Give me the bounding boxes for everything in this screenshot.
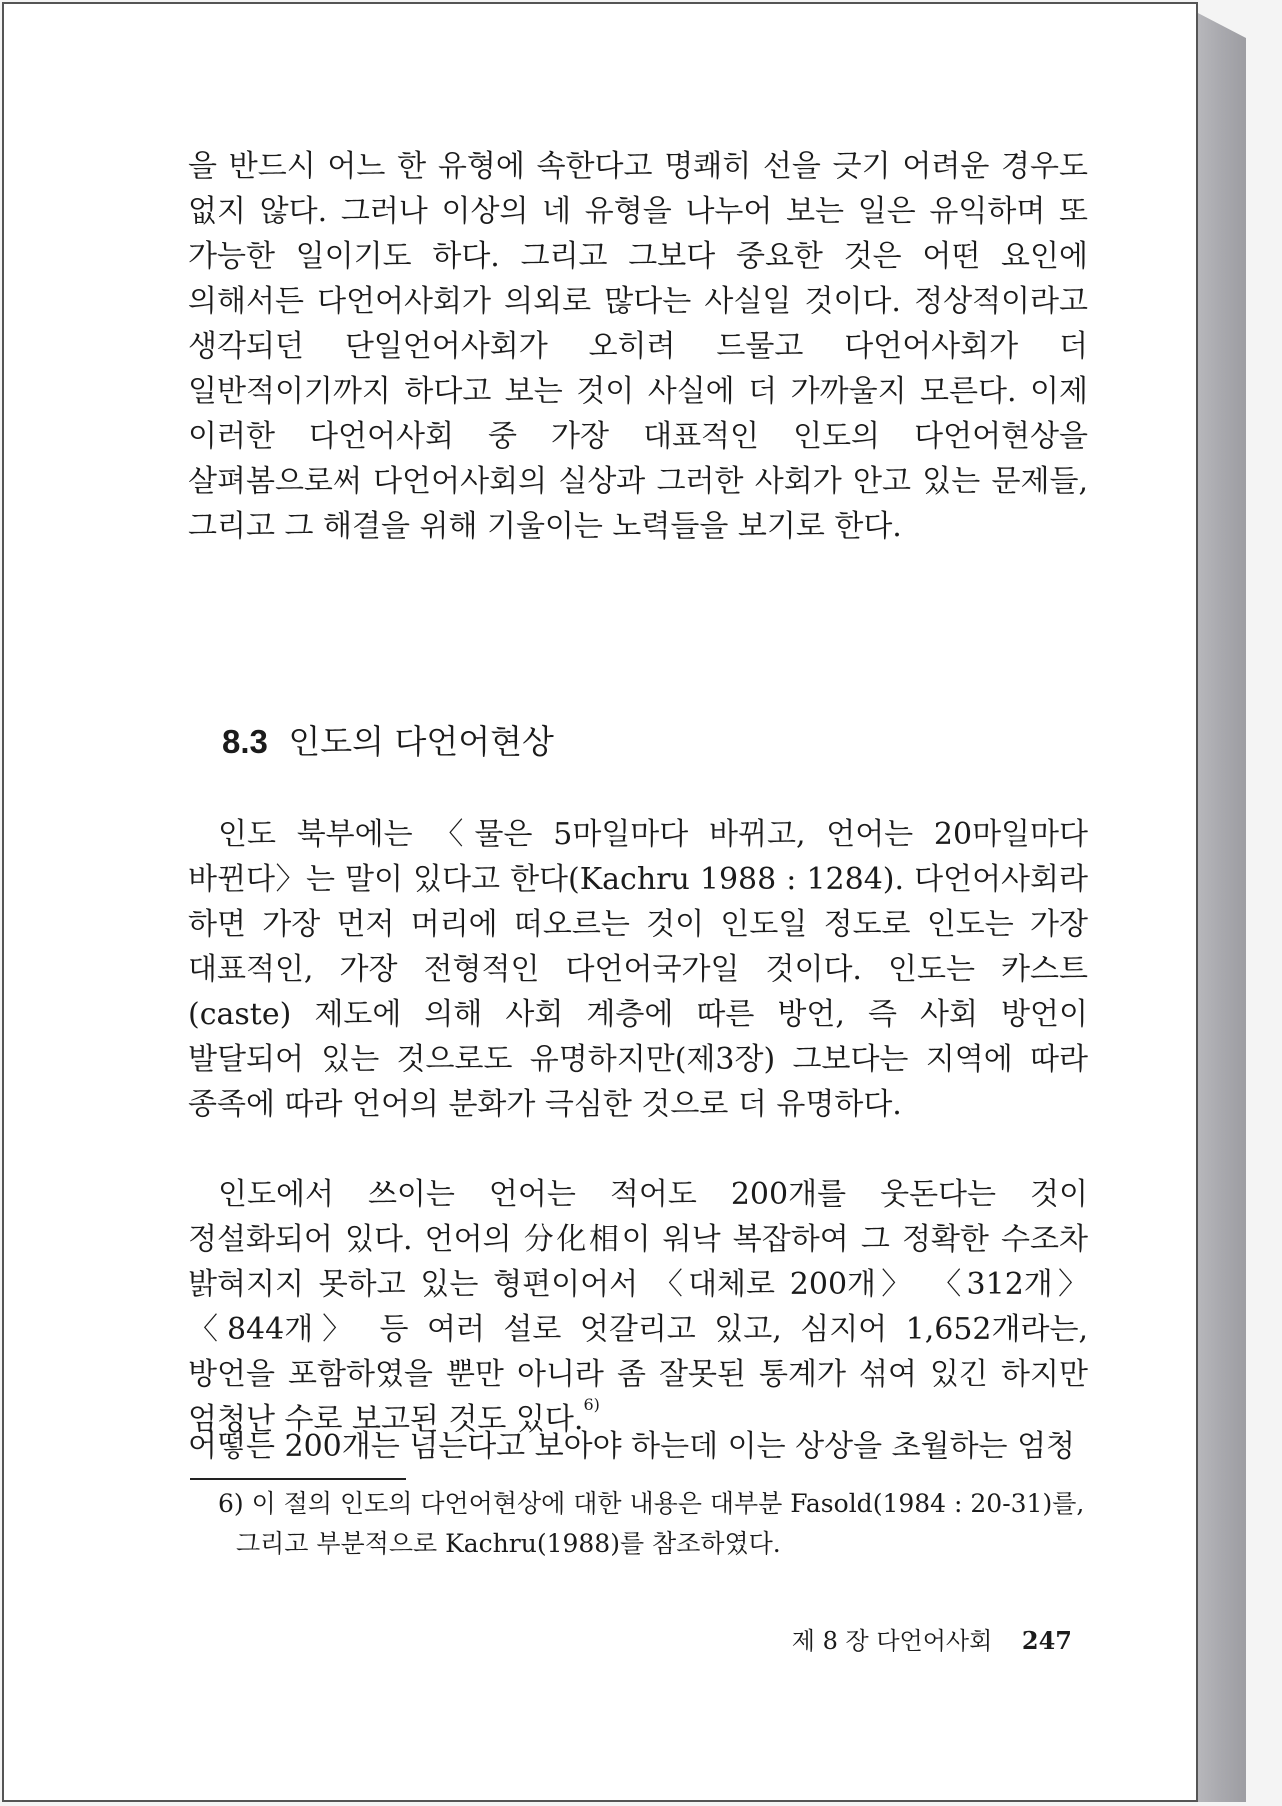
section-heading <box>222 716 554 763</box>
footer-chapter: 제 8 장 <box>791 1627 869 1655</box>
paragraph-2 <box>188 1172 1088 1442</box>
book-page <box>2 2 1198 1802</box>
paragraph-2-text: 인도에서 쓰이는 언어는 적어도 200개를 웃돈다는 것이 정설화되어 있다. 언어의 分化相이 워낙 복잡하여 그 정확한 수조차 밝혀지지 못하고 있는 형편이어서 〈대체로 200개〉 〈312개〉 〈844개〉 등 여러 설로 엇갈리고 있고, 심지어 1,652개라는, 방언을 포함하였을 뿐만 아니라 좀 잘못된 통계가 섞여 있긴 하지만 엄청난 수로 보고된 것도 있다. <box>188 1177 1088 1437</box>
section-title: 인도의 다언어현상 <box>288 722 554 761</box>
page-edge <box>1196 12 1246 1802</box>
paragraph-1: 인도 북부에는 〈물은 5마일마다 바뀌고, 언어는 20마일마다 바뀐다〉는 말이 있다고 한다(Kachru 1988 : 1284). 다언어사회라 하면 가장 먼저 머리에 떠오르는 것이 인도일 정도로 인도는 가장 대표적인, 가장 전형적인 다언어국가일 것이다. 인도는 카스트(caste) 제도에 의해 사회 계층에 따른 방언, 즉 사회 방언이 발달되어 있는 것으로도 유명하지만(제3장) 그보다는 지역에 따라 종족에 따라 언어의 분화가 극심한 것으로 더 유명하다. <box>188 817 1088 1122</box>
footnote-reference[interactable]: 6) <box>583 1395 600 1414</box>
paragraph-3: 어떻든 200개는 넘는다고 보아야 하는데 이는 상상을 초월하는 엄청 <box>188 1429 1076 1464</box>
footer-chapter-title: 다언어사회 <box>876 1627 993 1655</box>
running-footer <box>4 1621 1072 1656</box>
footnote-divider <box>190 1478 406 1480</box>
footnote-line-2: 그리고 부분적으로 Kachru(1988)를 참조하였다. <box>236 1529 781 1558</box>
paragraph-intro: 을 반드시 어느 한 유형에 속한다고 명쾌히 선을 긋기 어려운 경우도 없지 않다. 그러나 이상의 네 유형을 나누어 보는 일은 유익하며 또 가능한 일이기도 하다. 그리고 그보다 중요한 것은 어떤 요인에 의해서든 다언어사회가 의외로 많다는 사실일 것이다. 정상적이라고 생각되던 단일언어사회가 오히려 드물고 다언어사회가 더 일반적이기까지 하다고 보는 것이 사실에 더 가까울지 모른다. 이제 이러한 다언어사회 중 가장 대표적인 인도의 다언어현상을 살펴봄으로써 다언어사회의 실상과 그러한 사회가 안고 있는 문제들, 그리고 그 해결을 위해 기울이는 노력들을 보기로 한다. <box>188 149 1088 544</box>
footnote <box>218 1484 1098 1564</box>
section-number: 8.3 <box>222 723 268 760</box>
footnote-line-1: 이 절의 인도의 다언어현상에 대한 내용은 대부분 Fasold(1984 : 20-31)를, <box>251 1489 1085 1518</box>
footnote-marker: 6) <box>218 1489 244 1518</box>
page-number: 247 <box>1021 1626 1072 1655</box>
